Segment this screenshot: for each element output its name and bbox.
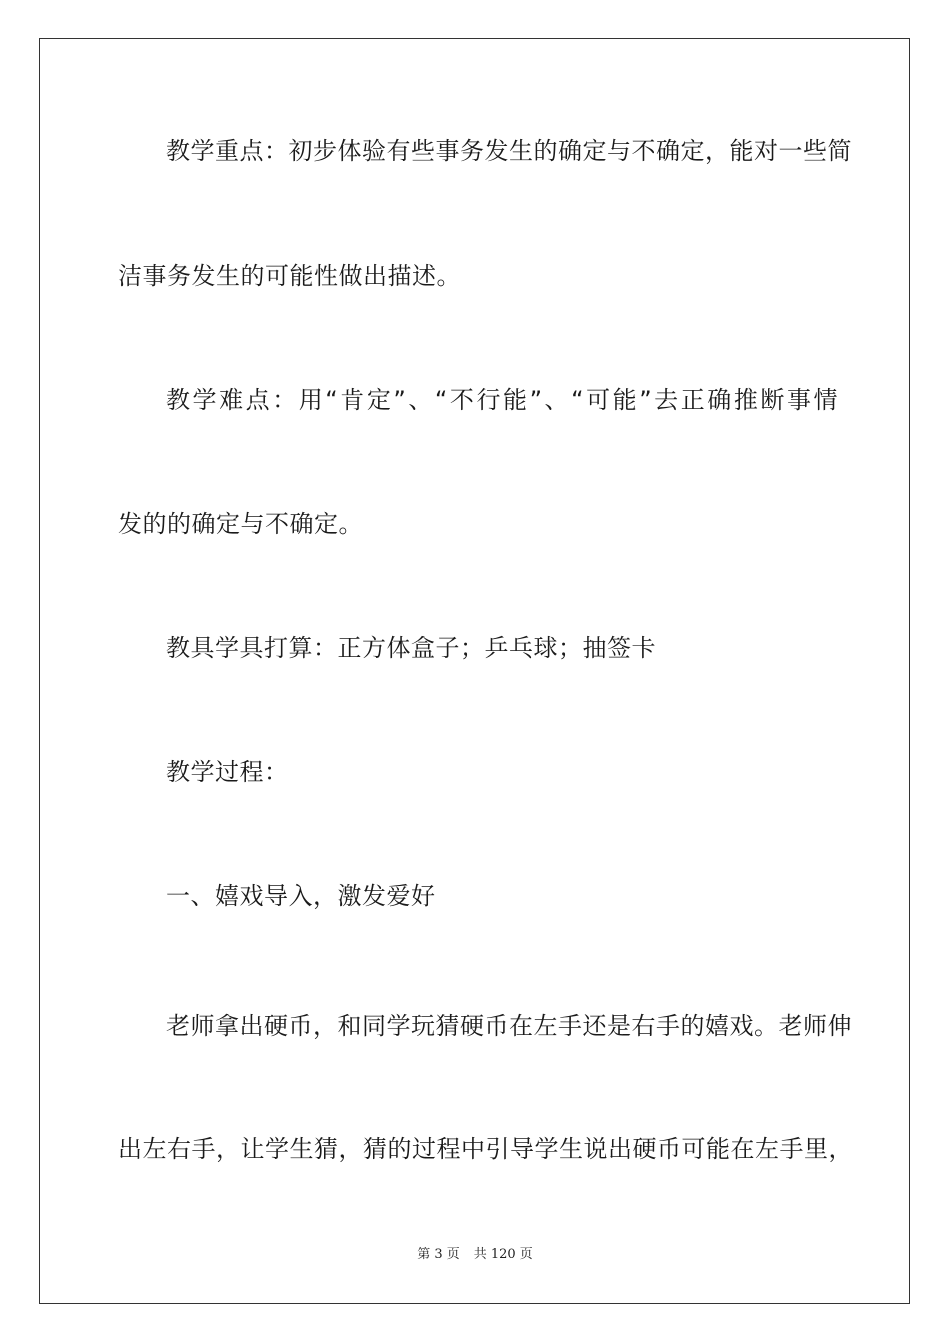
page-frame	[39, 38, 910, 1304]
page-number: 第 3 页	[417, 1247, 460, 1262]
paragraph-line: 教学难点：用“肯定”、“不行能”、“可能”去正确推断事情	[166, 386, 838, 414]
paragraph-line: 洁事务发生的可能性做出描述。	[118, 262, 461, 290]
paragraph-line: 发的的确定与不确定。	[118, 510, 363, 538]
paragraph-line: 教具学具打算：正方体盒子；乒乓球；抽签卡	[166, 634, 656, 662]
page-footer	[0, 1246, 950, 1264]
paragraph-line: 出左右手，让学生猜，猜的过程中引导学生说出硬币可能在左手里，	[118, 1135, 853, 1163]
paragraph-line: 教学重点：初步体验有些事务发生的确定与不确定，能对一些简	[166, 137, 852, 165]
paragraph-line: 教学过程：	[166, 758, 289, 786]
paragraph-line: 一、嬉戏导入，激发爱好	[166, 882, 436, 910]
paragraph-line: 老师拿出硬币，和同学玩猜硬币在左手还是右手的嬉戏。老师伸	[166, 1012, 852, 1040]
page-total: 共 120 页	[473, 1247, 533, 1262]
